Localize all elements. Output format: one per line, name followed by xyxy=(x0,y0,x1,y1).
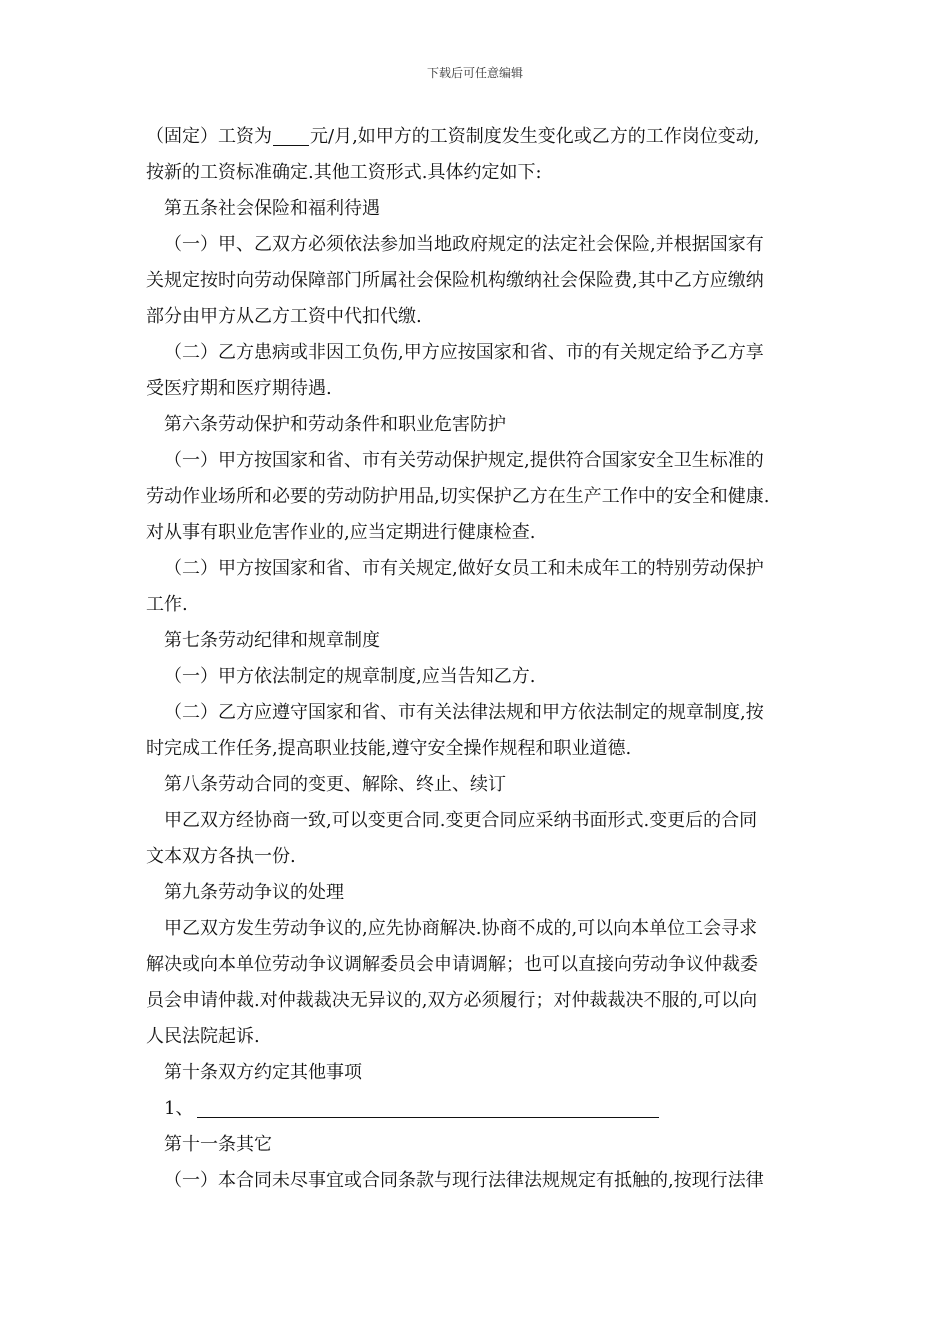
article-5-heading: 第五条社会保险和福利待遇 xyxy=(164,198,380,219)
wage-line xyxy=(146,125,810,161)
paragraph-line: 关规定按时向劳动保障部门所属社会保险机构缴纳社会保险费,其中乙方应缴纳 xyxy=(146,270,764,291)
other-matters-blank[interactable] xyxy=(197,1097,659,1118)
paragraph-line: 解决或向本单位劳动争议调解委员会申请调解；也可以直接向劳动争议仲裁委 xyxy=(146,954,758,975)
paragraph-line: （一）甲方按国家和省、市有关劳动保护规定,提供符合国家安全卫生标准的 xyxy=(164,450,764,471)
paragraph-line: （二）甲方按国家和省、市有关规定,做好女员工和未成年工的特别劳动保护 xyxy=(164,558,764,579)
paragraph-line: 按新的工资标准确定.其他工资形式.具体约定如下: xyxy=(146,162,542,183)
page-header: 下载后可任意编辑 xyxy=(426,66,523,80)
article-6-heading: 第六条劳动保护和劳动条件和职业危害防护 xyxy=(164,414,506,435)
document-body xyxy=(146,125,810,1205)
paragraph-line: （二）乙方应遵守国家和省、市有关法律法规和甲方依法制定的规章制度,按 xyxy=(164,702,764,723)
paragraph-line: 部分由甲方从乙方工资中代扣代缴. xyxy=(146,306,422,327)
paragraph-line: 甲乙双方发生劳动争议的,应先协商解决.协商不成的,可以向本单位工会寻求 xyxy=(164,918,758,939)
paragraph-line: 员会申请仲裁.对仲裁裁决无异议的,双方必须履行；对仲裁裁决不服的,可以向 xyxy=(146,990,758,1011)
paragraph-line: 文本双方各执一份. xyxy=(146,846,296,867)
article-10-heading: 第十条双方约定其他事项 xyxy=(164,1062,362,1083)
paragraph-line: 甲乙双方经协商一致,可以变更合同.变更合同应采纳书面形式.变更后的合同 xyxy=(164,810,758,831)
paragraph-line: （二）乙方患病或非因工负伤,甲方应按国家和省、市的有关规定给予乙方享 xyxy=(164,342,764,363)
item-number: 1、 xyxy=(164,1098,194,1119)
article-9-heading: 第九条劳动争议的处理 xyxy=(164,882,344,903)
paragraph-line: （一）甲、乙双方必须依法参加当地政府规定的法定社会保险,并根据国家有 xyxy=(164,234,764,255)
article-11-heading: 第十一条其它 xyxy=(164,1134,272,1155)
paragraph-line: （一）本合同未尽事宜或合同条款与现行法律法规规定有抵触的,按现行法律 xyxy=(164,1170,764,1191)
wage-prefix: （固定）工资为 xyxy=(146,126,272,147)
paragraph-line: 对从事有职业危害作业的,应当定期进行健康检查. xyxy=(146,522,536,543)
paragraph-line: 人民法院起诉. xyxy=(146,1026,260,1047)
paragraph-line: 工作. xyxy=(146,594,188,615)
wage-suffix: 元/月,如甲方的工资制度发生变化或乙方的工作岗位变动, xyxy=(310,126,760,147)
paragraph-line: （一）甲方依法制定的规章制度,应当告知乙方. xyxy=(164,666,536,687)
other-matters-line xyxy=(146,1097,810,1133)
paragraph-line: 时完成工作任务,提高职业技能,遵守安全操作规程和职业道德. xyxy=(146,738,632,759)
wage-amount-blank[interactable] xyxy=(273,125,309,146)
article-8-heading: 第八条劳动合同的变更、解除、终止、续订 xyxy=(164,774,506,795)
article-7-heading: 第七条劳动纪律和规章制度 xyxy=(164,630,380,651)
paragraph-line: 劳动作业场所和必要的劳动防护用品,切实保护乙方在生产工作中的安全和健康. xyxy=(146,486,770,507)
paragraph-line: 受医疗期和医疗期待遇. xyxy=(146,378,332,399)
